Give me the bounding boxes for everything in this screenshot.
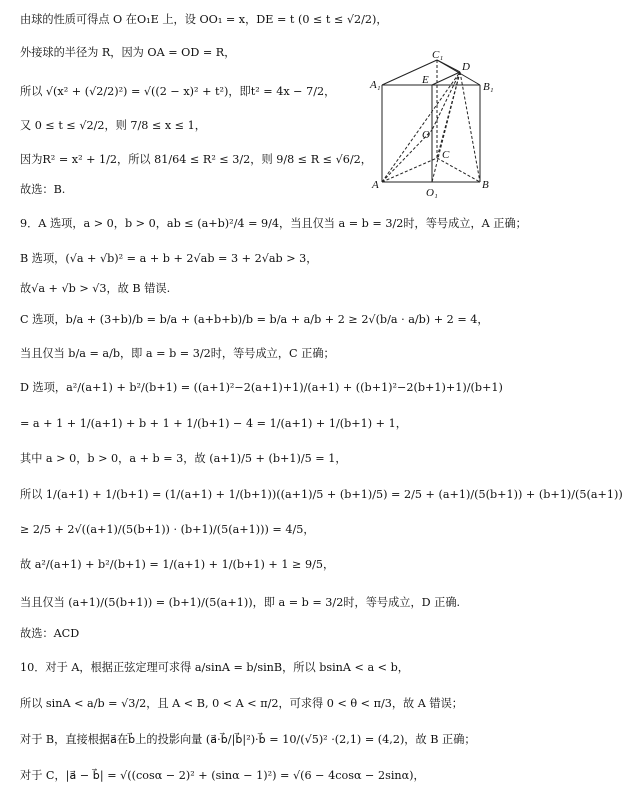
- label-c1: C₁: [432, 49, 444, 61]
- text-line-1: 由球的性质可得点 O 在O₁E 上，设 OO₁ = x，DE = t (0 ≤ t ≤ √2/2)，: [20, 13, 388, 26]
- text-line-23: 对于 C，|a⃗ − b⃗| = √((cosα − 2)² + (sinα − 1)²) = √(6 − 4cosα − 2sinα)，: [20, 769, 425, 782]
- text-line-18: 当且仅当 (a+1)/(5(b+1)) = (b+1)/(5(a+1))，即 a = b = 3/2时，等号成立，D 正确.: [20, 596, 461, 609]
- text-line-13: = a + 1 + 1/(a+1) + b + 1 + 1/(b+1) − 4 = 1/(a+1) + 1/(b+1) + 1，: [20, 417, 407, 430]
- label-o1: O₁: [426, 187, 438, 199]
- text-line-8: B 选项，(√a + √b)² = a + b + 2√ab = 3 + 2√ab > 3，: [20, 252, 318, 265]
- text-line-3: 所以 √(x² + (√2/2)²) = √((2 − x)² + t²)，即t² = 4x − 7/2，: [20, 85, 336, 98]
- text-line-5: 因为R² = x² + 1/2，所以 81/64 ≤ R² ≤ 3/2，则 9/8 ≤ R ≤ √6/2，: [20, 153, 372, 166]
- label-c: C: [442, 149, 450, 161]
- text-line-14: 其中 a > 0，b > 0，a + b = 3，故 (a+1)/5 + (b+1)/5 = 1，: [20, 452, 347, 465]
- prism-figure: [372, 50, 512, 210]
- label-a1: A₁: [370, 79, 381, 91]
- text-line-10: C 选项，b/a + (3+b)/b = b/a + (a+b+b)/b = b/a + a/b + 2 ≥ 2√(b/a · a/b) + 2 = 4，: [20, 313, 489, 326]
- text-line-7: 9．A 选项，a > 0，b > 0，ab ≤ (a+b)²/4 = 9/4，当且仅当 a = b = 3/2时，等号成立，A 正确；: [20, 217, 527, 230]
- text-line-4: 又 0 ≤ t ≤ √2/2，则 7/8 ≤ x ≤ 1，: [20, 119, 206, 132]
- label-e: E: [422, 74, 429, 86]
- label-b: B: [482, 179, 489, 191]
- label-o: O: [422, 129, 430, 141]
- text-line-21: 所以 sinA < a/b = √3/2，且 A < B, 0 < A < π/2，可求得 0 < θ < π/3，故 A 错误；: [20, 697, 463, 710]
- text-line-6: 故选：B.: [20, 183, 66, 196]
- text-line-16: ≥ 2/5 + 2√((a+1)/(5(b+1)) · (b+1)/(5(a+1))) = 4/5，: [20, 523, 315, 536]
- text-line-17: 故 a²/(a+1) + b²/(b+1) = 1/(a+1) + 1/(b+1) + 1 ≥ 9/5，: [20, 558, 335, 571]
- label-b1: B₁: [483, 81, 494, 93]
- label-d: D: [462, 61, 470, 73]
- text-line-9: 故√a + √b > √3，故 B 错误.: [20, 282, 171, 295]
- text-line-12: D 选项，a²/(a+1) + b²/(b+1) = ((a+1)²−2(a+1)+1)/(a+1) + ((b+1)²−2(b+1)+1)/(b+1): [20, 381, 503, 394]
- text-line-11: 当且仅当 b/a = a/b，即 a = b = 3/2时，等号成立，C 正确；: [20, 347, 335, 360]
- text-line-19: 故选：ACD: [20, 627, 80, 640]
- text-line-15: 所以 1/(a+1) + 1/(b+1) = (1/(a+1) + 1/(b+1))((a+1)/5 + (b+1)/5) = 2/5 + (a+1)/(5(b+1)) + (b+1)/(5(a+1)): [20, 488, 623, 501]
- text-line-22: 对于 B，直接根据a⃗在b⃗上的投影向量 (a⃗·b⃗/|b⃗|²)·b⃗ = 10/(√5)² ·(2,1) = (4,2)，故 B 正确；: [20, 733, 476, 746]
- text-line-2: 外接球的半径为 R，因为 OA = OD = R，: [20, 46, 236, 59]
- text-line-20: 10．对于 A，根据正弦定理可求得 a/sinA = b/sinB，所以 bsinA < a < b，: [20, 661, 409, 674]
- label-a: A: [372, 179, 379, 191]
